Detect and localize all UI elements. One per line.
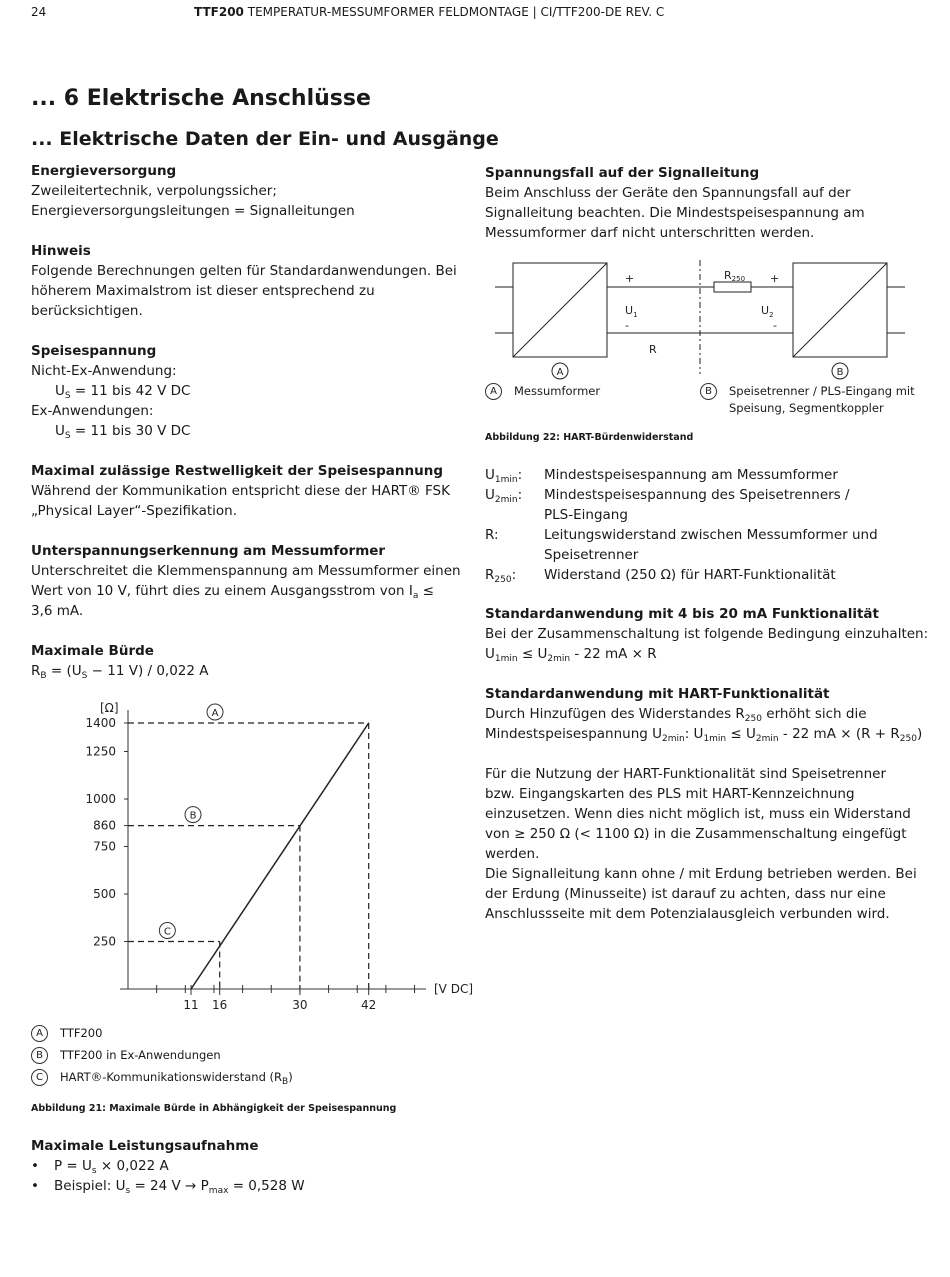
legend-marker-a: A: [485, 383, 502, 400]
legend-item-b: [31, 1044, 293, 1066]
chart-y-label: [Ω]: [100, 701, 119, 715]
chart-guides: [128, 723, 369, 989]
block-diagonal: [513, 263, 607, 357]
left-column: [31, 161, 461, 681]
sub: s: [91, 1166, 97, 1176]
buerde-formula: [31, 661, 461, 681]
unter-line: [31, 581, 461, 601]
chart-markers: [159, 704, 223, 939]
minus-terminal: -: [773, 319, 777, 332]
line-resistance-label: R: [649, 343, 657, 356]
y-tick-label: 1000: [85, 792, 116, 806]
marker-label: C: [163, 926, 171, 938]
us-sub: S: [81, 671, 88, 681]
definition-term: $U_{1min}$:: [485, 467, 523, 485]
unter-text-end: ≤: [418, 583, 434, 599]
text: erhöht sich die: [761, 706, 867, 722]
hinweis-line: berücksichtigen.: [31, 303, 143, 319]
term-symbol: R:: [485, 527, 499, 543]
sub: 2min: [662, 734, 685, 744]
chapter-title: ... 6 Elektrische Anschlüsse: [31, 86, 371, 111]
energie-line: Energieversorgungsleitungen = Signalleitungen: [31, 203, 355, 219]
us-symbol: U: [55, 423, 65, 439]
unter-text: Wert von 10 V, führt dies zu einem Ausgangsstrom von I: [31, 583, 413, 599]
figure-21-caption: Abbildung 21: Maximale Bürde in Abhängigkeit der Speisespannung: [31, 1103, 397, 1114]
rest-line: Während der Kommunikation entspricht diese der HART® FSK: [31, 483, 450, 499]
text: Mindestspeisespannung U: [485, 726, 662, 742]
spannungsfall-line: Signalleitung beachten. Die Mindestspeisespannung am: [485, 205, 865, 221]
right-lower-text: [485, 604, 930, 924]
rest-line: „Physical Layer“-Spezifikation.: [31, 503, 238, 519]
text: : U: [684, 726, 704, 742]
label-b: B: [836, 367, 844, 378]
para-line: Die Signalleitung kann ohne / mit Erdung betrieben werden. Bei: [485, 866, 917, 882]
resistor-r250: [714, 282, 751, 292]
plus-terminal: +: [770, 272, 780, 285]
para-line: werden.: [485, 846, 540, 862]
legend-sub: B: [282, 1077, 289, 1087]
std420-line: Bei der Zusammenschaltung ist folgende Bedingung einzuhalten:: [485, 626, 929, 642]
definition-line: Mindestspeisespannung des Speisetrenners /: [544, 487, 850, 503]
running-header: [194, 5, 664, 19]
section-title: ... Elektrische Daten der Ein- und Ausgänge: [31, 128, 499, 150]
rb-sub: B: [40, 671, 47, 681]
definition-term: [485, 525, 544, 565]
text: ≤ U: [517, 646, 548, 662]
definitions-table: [485, 465, 878, 585]
y-tick-label: 500: [93, 887, 116, 901]
speise-nonex-val: = 11 bis 42 V DC: [74, 383, 191, 399]
chart-axes: [120, 710, 426, 993]
rest-title: Maximal zulässige Restwelligkeit der Speisespannung: [31, 463, 444, 479]
definition-row: [485, 525, 878, 565]
x-tick-label: 30: [292, 998, 308, 1012]
definition-row: [485, 565, 878, 585]
text: U: [485, 646, 495, 662]
legend-item-c: [31, 1066, 293, 1088]
hart-line: [485, 724, 930, 744]
u1-label: $U_1$: [625, 304, 638, 319]
energie-line: Zweileitertechnik, verpolungssicher;: [31, 183, 277, 199]
sub: 250: [744, 714, 762, 724]
definition-line: Widerstand (250 Ω) für HART-Funktionalität: [544, 567, 836, 583]
leistung-section: [31, 1136, 461, 1196]
definition-line: Speisetrenner: [544, 547, 639, 563]
label-a: A: [556, 367, 564, 378]
us-sub: S: [64, 391, 71, 401]
page-number: 24: [31, 5, 47, 19]
para-line: Anschlussseite mit dem Potenzialausgleich verbunden wird.: [485, 906, 890, 922]
block-diagonal: [793, 263, 887, 357]
y-tick-label: 1250: [85, 744, 116, 759]
para-line: einzusetzen. Wenn dies nicht möglich ist, muss ein Widerstand: [485, 806, 911, 822]
speise-ex-val: = 11 bis 30 V DC: [74, 423, 191, 439]
hinweis-line: höherem Maximalstrom ist dieser entsprechend zu: [31, 283, 375, 299]
text: Durch Hinzufügen des Widerstandes R: [485, 706, 745, 722]
speise-title: Speisespannung: [31, 343, 157, 359]
definition-text: [544, 525, 878, 565]
chart-ticks: [85, 716, 376, 1012]
speise-nonex-value: [31, 381, 461, 401]
speise-ex-value: [31, 421, 461, 441]
definition-row: [485, 465, 878, 485]
energie-title: Energieversorgung: [31, 163, 177, 179]
sub: 250: [899, 734, 917, 744]
unter-sub: a: [412, 591, 419, 601]
rb-symbol: R: [31, 663, 41, 679]
us-sub: S: [64, 431, 71, 441]
x-tick-label: 11: [183, 998, 199, 1012]
diagram-legend-b: [700, 383, 915, 417]
header-product: TTF200: [194, 5, 244, 19]
hart-circuit-diagram: [485, 252, 925, 382]
plus-terminal: +: [625, 272, 635, 285]
hart-title: Standardanwendung mit HART-Funktionalität: [485, 686, 830, 702]
spannungsfall-title: Spannungsfall auf der Signalleitung: [485, 165, 760, 181]
formula-part: = (U: [46, 663, 82, 679]
legend-label: Speisetrenner / PLS-Eingang mit: [729, 384, 915, 398]
legend-marker-b: B: [31, 1047, 48, 1064]
figure-22-caption: Abbildung 22: HART-Bürdenwiderstand: [485, 432, 694, 443]
legend-marker-a: A: [31, 1025, 48, 1042]
chart-x-label: [V DC]: [434, 982, 474, 996]
term-sub: 2min: [494, 495, 518, 505]
para-line: bzw. Eingangskarten des PLS mit HART-Kennzeichnung: [485, 786, 855, 802]
legend-marker-b: B: [700, 383, 717, 400]
formula-part: − 11 V) / 0,022 A: [87, 663, 209, 679]
u2-label: $U_2$: [761, 304, 774, 319]
buerde-title: Maximale Bürde: [31, 643, 154, 659]
std420-title: Standardanwendung mit 4 bis 20 mA Funktionalität: [485, 606, 879, 622]
legend-label-end: ): [288, 1070, 293, 1084]
marker-label: B: [189, 810, 197, 822]
definition-row: [485, 485, 878, 525]
term-symbol: U: [485, 467, 495, 483]
definition-text: [544, 465, 878, 485]
spannungsfall-line: Messumformer darf nicht unterschritten werden.: [485, 225, 815, 241]
definitions: [485, 465, 925, 585]
list-item: [31, 1156, 461, 1176]
unter-line: Unterschreitet die Klemmenspannung am Messumformer einen: [31, 563, 461, 579]
definition-line: Leitungswiderstand zwischen Messumformer und: [544, 527, 878, 543]
legend-label: TTF200: [60, 1026, 103, 1040]
para-line: von ≥ 250 Ω (< 1100 Ω) in die Zusammenschaltung eingefügt: [485, 826, 907, 842]
speise-nonex: Nicht-Ex-Anwendung:: [31, 363, 177, 379]
legend-label: TTF200 in Ex-Anwendungen: [60, 1048, 221, 1062]
chart-legend: [31, 1022, 293, 1088]
leistung-list: [31, 1156, 461, 1196]
unter-line: 3,6 mA.: [31, 603, 84, 619]
text: = 0,528 W: [228, 1178, 305, 1194]
x-tick-label: 16: [212, 998, 228, 1012]
y-tick-label: 860: [93, 818, 116, 833]
hart-line: [485, 704, 930, 724]
y-tick-label: 1400: [85, 716, 116, 730]
list-item: [31, 1176, 461, 1196]
text: - 22 mA × (R + R: [778, 726, 900, 742]
y-tick-label: 750: [93, 839, 116, 854]
y-tick-label: 250: [93, 934, 116, 949]
sub: 2min: [755, 734, 779, 744]
sub: 1min: [494, 654, 518, 664]
r250-label: R250: [724, 269, 746, 283]
std420-formula: [485, 644, 930, 664]
text: = 24 V → P: [130, 1178, 209, 1194]
text: × 0,022 A: [96, 1158, 169, 1174]
definition-term: $R_{250}$:: [485, 567, 517, 585]
para-line: Für die Nutzung der HART-Funktionalität sind Speisetrenner: [485, 766, 887, 782]
diagram-legend-a: [485, 383, 600, 400]
chart-series: [191, 723, 369, 989]
sub: 2min: [547, 654, 571, 664]
marker-label: A: [211, 708, 219, 719]
legend-label: Messumformer: [514, 384, 601, 398]
sub: s: [125, 1186, 131, 1196]
hinweis-line: Folgende Berechnungen gelten für Standardanwendungen. Bei: [31, 263, 457, 279]
sub: 1min: [703, 734, 727, 744]
definition-text: [544, 485, 878, 525]
us-symbol: U: [55, 383, 65, 399]
buerde-chart: [60, 690, 474, 1020]
term-sub: 250: [494, 575, 512, 585]
text: P = U: [54, 1158, 92, 1174]
spannungsfall-line: Beim Anschluss der Geräte den Spannungsfall auf der: [485, 185, 851, 201]
leistung-title: Maximale Leistungsaufnahme: [31, 1138, 259, 1154]
minus-terminal: -: [625, 319, 629, 332]
legend-label: HART®-Kommunikationswiderstand (R: [60, 1070, 283, 1084]
term-symbol: R: [485, 567, 495, 583]
definition-line: PLS-Eingang: [544, 507, 628, 523]
unter-title: Unterspannungserkennung am Messumformer: [31, 543, 386, 559]
para-line: der Erdung (Minusseite) ist darauf zu achten, dass nur eine: [485, 886, 886, 902]
term-sub: 1min: [494, 475, 518, 485]
definition-text: [544, 565, 878, 585]
definition-term: $U_{2min}$:: [485, 487, 523, 505]
definition-line: Mindestspeisespannung am Messumformer: [544, 467, 838, 483]
text: ): [916, 726, 923, 742]
text: Beispiel: U: [54, 1178, 126, 1194]
term-symbol: U: [485, 487, 495, 503]
series-line: [191, 723, 369, 989]
speise-ex: Ex-Anwendungen:: [31, 403, 154, 419]
text: - 22 mA × R: [570, 646, 657, 662]
text: ≤ U: [726, 726, 756, 742]
x-tick-label: 42: [361, 998, 377, 1012]
legend-label: Speisung, Segmentkoppler: [729, 401, 884, 415]
hinweis-title: Hinweis: [31, 243, 91, 259]
spannungsfall-section: [485, 163, 925, 243]
sub: max: [208, 1186, 229, 1196]
legend-marker-c: C: [31, 1069, 48, 1086]
legend-item-a: [31, 1022, 293, 1044]
header-title: TEMPERATUR-MESSUMFORMER FELDMONTAGE | CI/TTF200-DE REV. C: [247, 5, 665, 19]
